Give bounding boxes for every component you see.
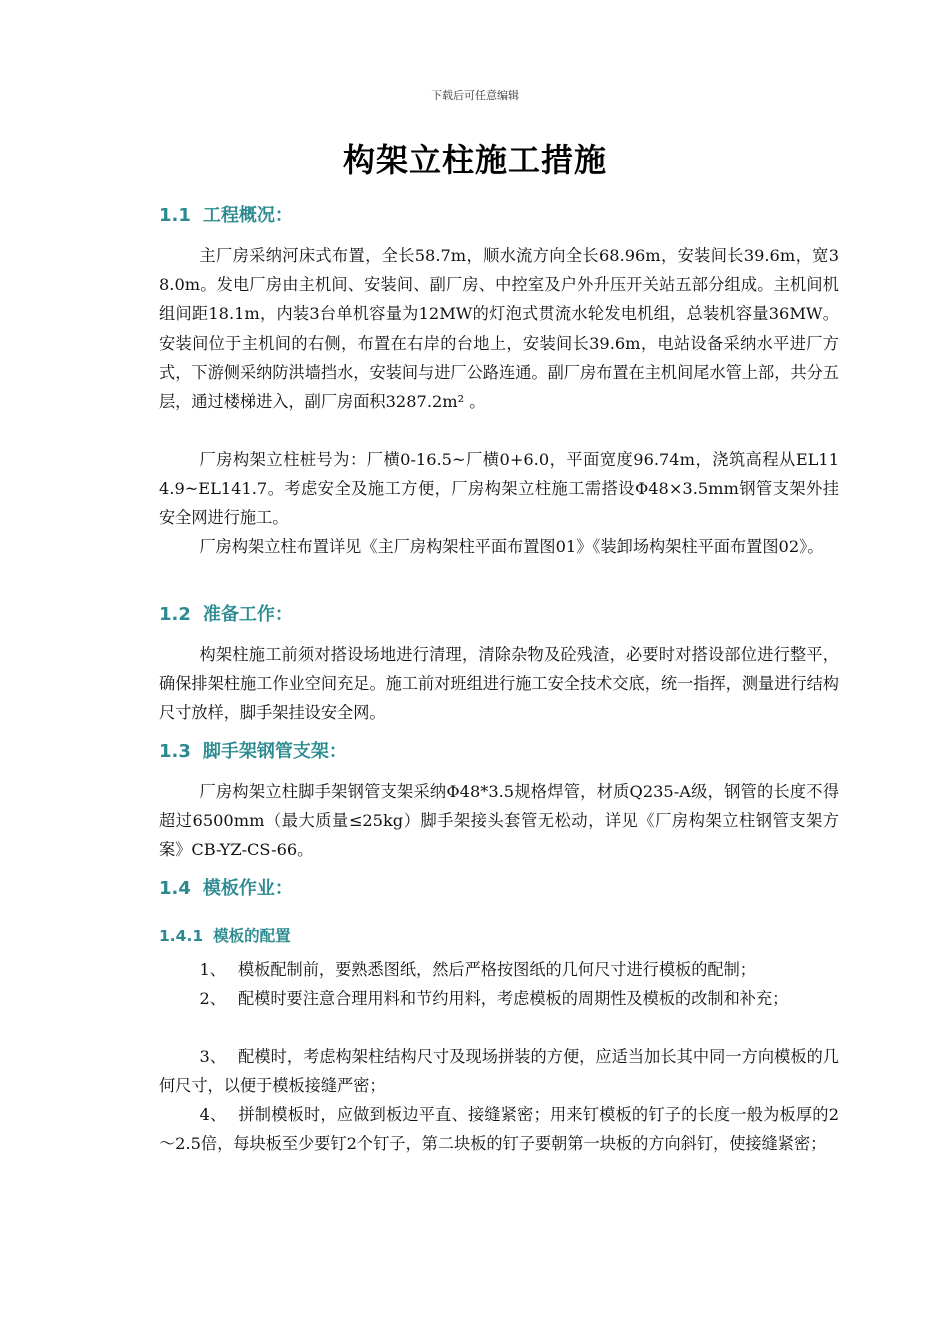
section-title: 工程概况： (202, 205, 293, 226)
list-marker: 3、 (199, 1047, 227, 1066)
paragraph: 构架柱施工前须对搭设场地进行清理，清除杂物及砼残渣，必要时对搭设部位进行整平，确保排架柱施工作业空间充足。施工前对班组进行施工安全技术交底，统一指挥，测量进行结构尺寸放样，脚手架挂设安全网。 (159, 645, 839, 723)
section-number: 1.4 (159, 878, 191, 899)
list-item (159, 1042, 839, 1100)
subsection-title: 模板的配置 (213, 927, 291, 945)
list-marker: 2、 (199, 989, 226, 1008)
subsection-number: 1.4.1 (159, 927, 204, 945)
header-note: 下载后可任意编辑 (431, 89, 519, 102)
section-heading-1-4 (159, 877, 293, 901)
paragraph: 厂房构架立柱布置详见《主厂房构架柱平面布置图01》《装卸场构架柱平面布置图02》。 (199, 537, 824, 556)
section-number: 1.3 (159, 741, 191, 762)
list-item (159, 955, 839, 984)
section-heading-1-3 (159, 740, 347, 764)
paragraph: 厂房构架立柱脚手架钢管支架采纳Φ48*3.5规格焊管，材质Q235-A级，钢管的长度不得超过6500mm（最大质量≤25kg）脚手架接头套管无松动，详见《厂房构架立柱钢管支架方案》CB-YZ-CS-66。 (159, 782, 839, 860)
subsection-heading-1-4-1 (159, 926, 291, 946)
page-title: 构架立柱施工措施 (342, 141, 607, 179)
list-marker: 1、 (199, 960, 226, 979)
paragraph: 主厂房采纳河床式布置，全长58.7m，顺水流方向全长68.96m，安装间长39.6m，宽38.0m。发电厂房由主机间、安装间、副厂房、中控室及户外升压开关站五部分组成。主机间机组间距18.1m，内装3台单机容量为12MW的灯泡式贯流水轮发电机组，总装机容量36MW。安装间位于主机间的右侧，布置在右岸的台地上，安装间长39.6m，电站设备采纳水平进厂方式，下游侧采纳防洪墙挡水，安装间与进厂公路连通。副厂房布置在主机间尾水管上部，共分五层，通过楼梯进入，副厂房面积3287.2m² 。 (159, 246, 839, 412)
section-number: 1.1 (159, 205, 191, 226)
section-title: 模板作业： (202, 878, 293, 899)
section-title: 脚手架钢管支架： (202, 741, 347, 762)
list-text: 配模时，考虑构架柱结构尺寸及现场拼装的方便，应适当加长其中同一方向模板的几何尺寸，以便于模板接缝严密； (159, 1047, 839, 1096)
section-title: 准备工作： (202, 604, 293, 625)
list-text: 拼制模板时，应做到板边平直、接缝紧密；用来钉模板的钉子的长度一般为板厚的2～2.5倍，每块板至少要钉2个钉子，第二块板的钉子要朝第一块板的方向斜钉，使接缝紧密； (159, 1105, 839, 1154)
list-text: 模板配制前，要熟悉图纸，然后严格按图纸的几何尺寸进行模板的配制； (238, 960, 756, 979)
list-item (159, 1100, 839, 1158)
paragraph: 厂房构架立柱桩号为：厂横0-16.5~厂横0+6.0，平面宽度96.74m，浇筑高程从EL114.9~EL141.7。考虑安全及施工方便，厂房构架立柱施工需搭设Φ48×3.5mm钢管支架外挂安全网进行施工。 (159, 450, 839, 528)
section-number: 1.2 (159, 604, 191, 625)
list-marker: 4、 (199, 1105, 227, 1124)
section-heading-1-1 (159, 204, 293, 228)
list-item (159, 984, 839, 1013)
list-text: 配模时要注意合理用料和节约用料，考虑模板的周期性及模板的改制和补充； (238, 989, 789, 1008)
section-heading-1-2 (159, 603, 293, 627)
